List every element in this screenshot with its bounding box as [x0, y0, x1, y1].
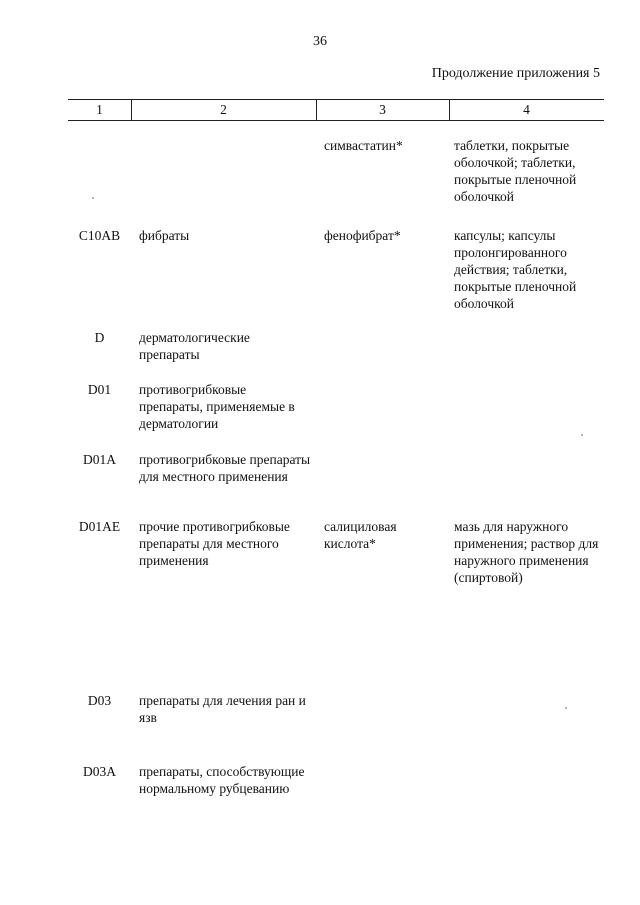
group-name: дерматологические препараты [139, 330, 250, 362]
drug-name: салициловая кислота* [324, 519, 397, 551]
atc-code: D01A [83, 452, 116, 467]
scan-speck [92, 197, 94, 199]
dosage-form: мазь для наружного применения; раствор для наружного применения (спиртовой) [454, 519, 599, 585]
atc-code: D01 [87, 382, 112, 397]
scan-speck [581, 434, 583, 436]
page-number: 36 [313, 34, 327, 49]
atc-code: D01AE [78, 519, 121, 534]
dosage-form: таблетки, покрытые оболочкой; таблетки, покрытые пленочной оболочкой [454, 138, 577, 204]
atc-code: D03A [83, 764, 116, 779]
header-top-rule [68, 99, 604, 100]
drug-name: фенофибрат* [324, 228, 401, 243]
atc-code: D [94, 330, 105, 345]
group-name: противогрибковые препараты для местного применения [139, 452, 311, 484]
atc-code: D03 [87, 693, 112, 708]
dosage-form: капсулы; капсулы пролонгированного действия; таблетки, покрытые пленочной оболочкой [454, 228, 577, 311]
appendix-title: Продолжение приложения 5 [431, 66, 600, 81]
atc-code: C10AB [78, 228, 121, 243]
group-name: препараты для лечения ран и язв [139, 693, 306, 725]
column-header: 4 [523, 102, 530, 117]
scan-speck [565, 707, 567, 709]
column-header: 1 [96, 102, 103, 117]
header-bottom-rule [68, 120, 604, 121]
group-name: прочие противогрибковые препараты для местного применения [139, 519, 290, 568]
drug-name: симвастатин* [324, 138, 403, 153]
group-name: противогрибковые препараты, применяемые в дерматологии [139, 382, 295, 431]
group-name: фибраты [139, 228, 190, 243]
group-name: препараты, способствующие нормальному рубцеванию [139, 764, 305, 796]
column-header: 3 [379, 102, 386, 117]
column-header: 2 [220, 102, 227, 117]
